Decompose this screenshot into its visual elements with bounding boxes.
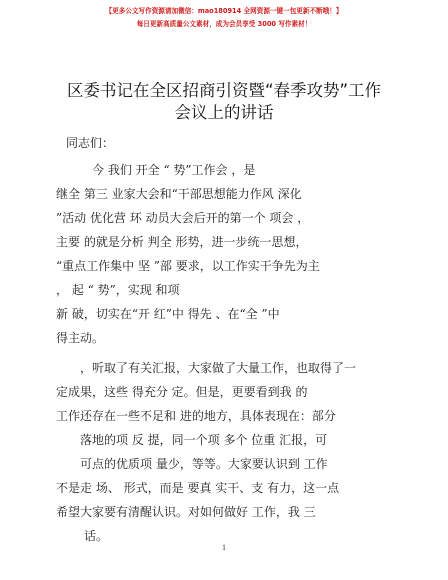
- paragraph2-line4: 落地的项 反 提，同一个项 多个 位重 汇报，可: [80, 433, 328, 447]
- paragraph2-line7: 希望大家要有清醒认识。对如何做好 工作，我 三: [56, 505, 316, 519]
- paragraph1-line8: 得主动。: [56, 331, 105, 345]
- paragraph2-line6: 不是走 场、 形式，而是 要真 实干、支 有力，这一点: [56, 481, 340, 495]
- promo-banner-line1: 【更多公文写作资源请加微信：mao180914 全网资源一键一包更新不断哦！】: [105, 7, 343, 15]
- page-number: 1: [222, 543, 226, 552]
- paragraph2-line2: 定成果，这些 得充分 定。但是，更要看到我 的: [56, 385, 308, 399]
- paragraph1-line3: ”活动 优化营 环 动员大会后开的第一个 项会 ，: [56, 211, 310, 225]
- paragraph1-line4: 主要 的就是分析 判全 形势，进一步统一思想，: [56, 235, 308, 249]
- title-line-1: 区委书记在全区招商引资暨“春季攻势”工作: [66, 81, 382, 100]
- paragraph1-line6: ， 起 “ 势”，实现 和项: [56, 283, 180, 297]
- document-title: [40, 80, 408, 124]
- paragraph1-line5: “重点工作集中 坚 ”部 要求，以工作实干争先为主: [56, 259, 320, 273]
- paragraph1-line2: 继全 第三 业家大会和“干部思想能力作风 深化: [56, 187, 302, 201]
- promo-banner: [0, 6, 448, 29]
- paragraph2-line8: 话。: [84, 529, 109, 543]
- paragraph1-line1: 今 我们 开全 “ 势”工作会 ，是: [92, 163, 256, 177]
- title-line-2: 会议上的讲话: [174, 103, 274, 122]
- salutation: 同志们：: [66, 136, 115, 150]
- paragraph2-line3: 工作还存在一些不足和 进的地方，具体表现在：部分: [56, 409, 336, 423]
- paragraph1-line7: 新 破，切实在“开 红”中 得先 、在“全 ”中: [56, 307, 280, 321]
- paragraph2-line1: ，听取了有关汇报，大家做了大量工作，也取得了一: [80, 361, 357, 375]
- promo-banner-line2: 每日更新高质量公文素材，成为会员享受 3000 写作素材！: [136, 20, 312, 28]
- paragraph2-line5: 可点的优质项 量少，等等。大家要认识到 工作: [80, 457, 328, 471]
